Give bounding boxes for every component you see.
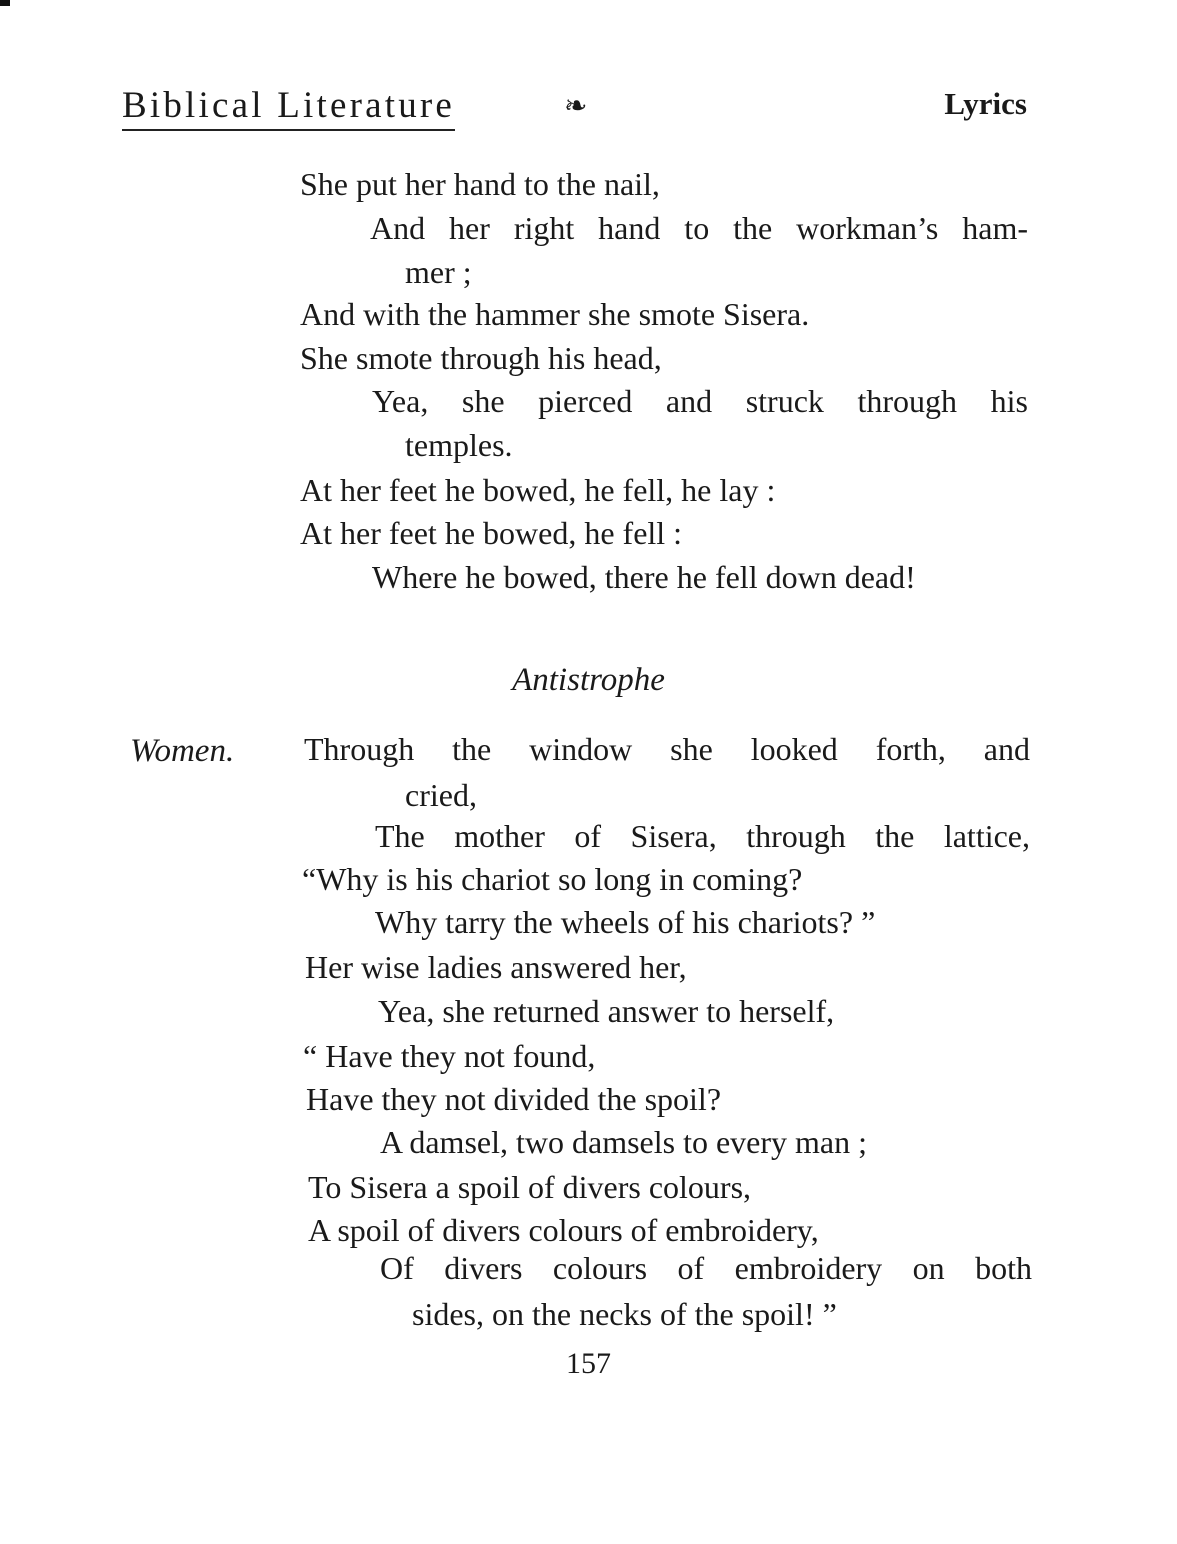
book-title: Biblical Literature [122, 84, 455, 131]
running-head [122, 84, 1027, 130]
verse-line: Her wise ladies answered her, [305, 949, 687, 985]
antistrophe-heading: Antistrophe [512, 662, 665, 698]
verse-line: mer ; [405, 254, 472, 290]
verse-line: “Why is his chariot so long in coming? [302, 861, 803, 897]
verse-line: temples. [405, 427, 513, 463]
verse-line: At her feet he bowed, he fell : [300, 515, 683, 551]
verse-line: And with the hammer she smote Sisera. [300, 296, 810, 332]
verse-line: She smote through his head, [300, 340, 662, 376]
verse-line: sides, on the necks of the spoil! ” [412, 1296, 837, 1332]
speaker-label: Women. [130, 733, 235, 769]
fleuron-ornament: ❧ [564, 91, 588, 122]
verse-line: A damsel, two damsels to every man ; [380, 1124, 868, 1160]
verse-line: Have they not divided the spoil? [306, 1081, 722, 1117]
verse-line: Yea, she returned answer to herself, [378, 993, 835, 1029]
verse-line: Of divers colours of embroidery on both [380, 1250, 1032, 1286]
verse-line: Through the window she looked forth, and [304, 731, 1030, 767]
verse-line: Why tarry the wheels of his chariots? ” [375, 904, 876, 940]
verse-line: Where he bowed, there he fell down dead! [372, 559, 916, 595]
verse-line: To Sisera a spoil of divers colours, [308, 1169, 752, 1205]
verse-line: cried, [405, 777, 477, 813]
verse-line: Yea, she pierced and struck through his [372, 383, 1028, 419]
verse-line: “ Have they not found, [303, 1038, 596, 1074]
scan-corner-mark [0, 0, 10, 6]
verse-line: She put her hand to the nail, [300, 166, 660, 202]
section-title: Lyrics [944, 86, 1027, 121]
verse-line: And her right hand to the workman’s ham- [370, 210, 1028, 246]
page-number: 157 [566, 1347, 611, 1380]
verse-line: The mother of Sisera, through the lattice, [375, 818, 1030, 854]
verse-line: At her feet he bowed, he fell, he lay : [300, 472, 776, 508]
verse-line: A spoil of divers colours of embroidery, [308, 1212, 819, 1248]
